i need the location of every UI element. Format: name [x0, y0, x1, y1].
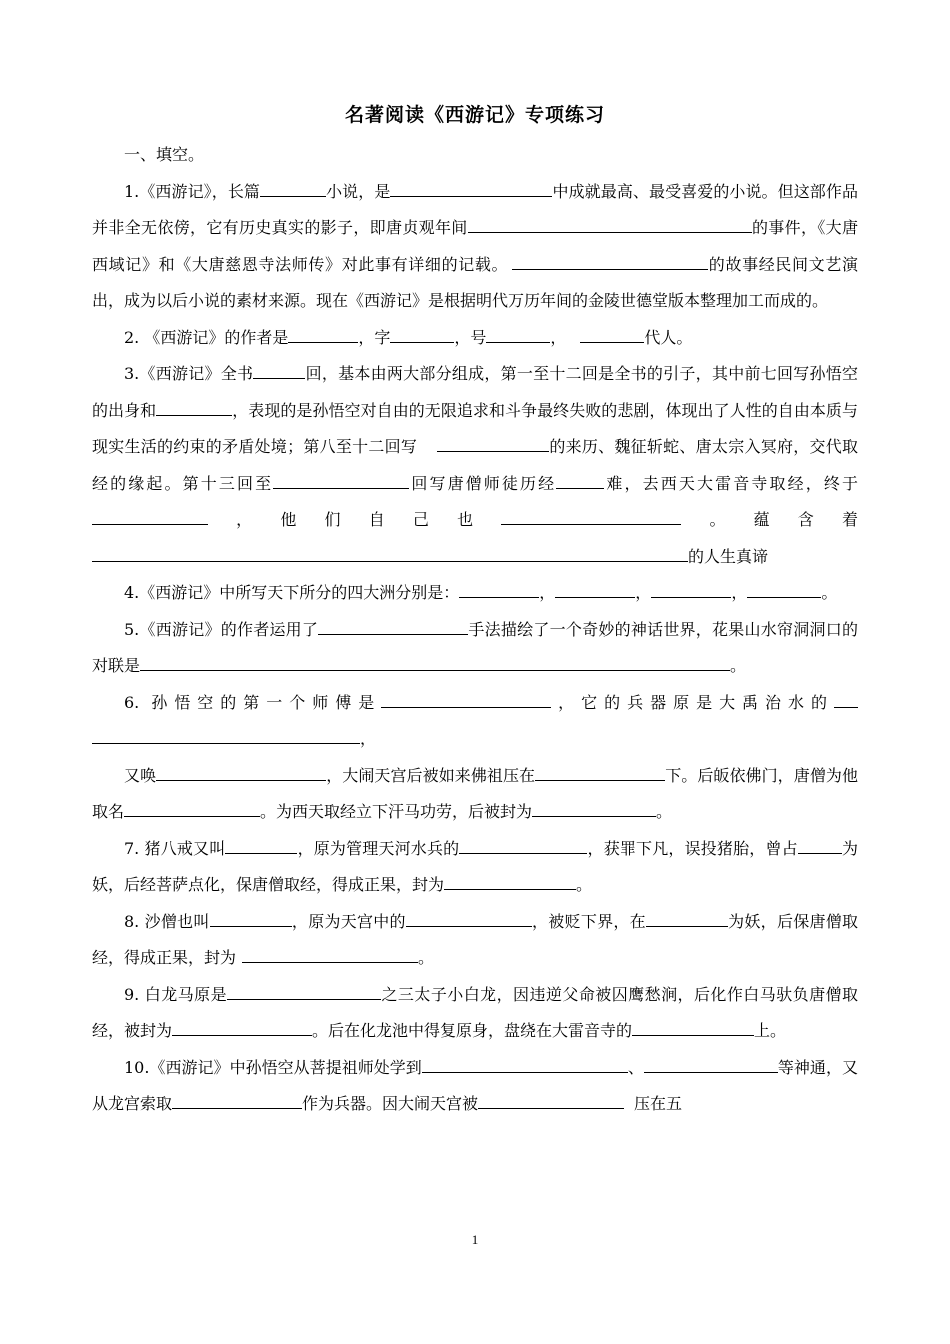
q10-text-4: 作为兵器。因大闹天宫被 — [302, 1094, 479, 1113]
q7-text-2: ，原为管理天河水兵的 — [297, 838, 460, 858]
blank[interactable] — [92, 543, 688, 562]
q3-text-5: 回写唐僧师徒历经 — [409, 473, 557, 493]
blank[interactable] — [92, 725, 360, 744]
q10-text-3: 等神通，又从龙宫索取 — [92, 1057, 858, 1113]
question-3 — [92, 356, 858, 575]
q3-text-9: 的人生真谛 — [688, 546, 769, 566]
blank[interactable] — [512, 251, 528, 270]
q1-text-5: 的故事经民间文艺演出，成为以后小说的素材来源。现在《西游记》是根据明代万历年间的金陵世德堂版本整理加工而成的。 — [92, 254, 858, 310]
q8-text-5: 。 — [418, 948, 435, 967]
document-body — [92, 137, 858, 1123]
blank[interactable] — [651, 579, 731, 598]
q1-text-2: 小说，是 — [326, 181, 391, 201]
question-7 — [92, 831, 858, 904]
q6-text-1: 6. 孙悟空的第一个师傅是 — [124, 692, 382, 712]
blank[interactable] — [156, 762, 326, 781]
blank[interactable] — [242, 944, 418, 963]
blank[interactable] — [210, 908, 292, 927]
q7-text-5: 。 — [576, 875, 593, 894]
blank[interactable] — [644, 1054, 778, 1073]
q4-text-2: ， — [539, 583, 556, 602]
blank[interactable] — [501, 506, 681, 525]
blank[interactable] — [535, 762, 665, 781]
q2-text-3: ，号 — [454, 327, 487, 347]
q9-text-2: 之三太子小白龙，因违逆父命被囚鹰愁涧，后化作白马驮负唐僧取经，被封为 — [92, 984, 858, 1040]
question-5 — [92, 612, 858, 685]
blank[interactable] — [253, 360, 305, 379]
blank[interactable] — [708, 214, 752, 233]
blank[interactable] — [660, 1017, 754, 1036]
document-title: 名著阅读《西游记》专项练习 — [344, 104, 605, 126]
q6-text-3: ， — [360, 729, 377, 748]
q6-text-7: 。为西天取经立下汗马功劳，后被封为 — [260, 802, 533, 821]
q7-text-4: 为妖，后经菩萨点化，保唐僧取经，得成正果，封为 — [92, 838, 858, 894]
q1-text-1: 1.《西游记》，长篇 — [124, 181, 260, 201]
page-number: 1 — [471, 1232, 479, 1247]
question-8 — [92, 904, 858, 977]
blank[interactable] — [92, 506, 208, 525]
q6-text-8: 。 — [656, 802, 673, 821]
blank[interactable] — [124, 798, 260, 817]
q4-text-1: 4.《西游记》中所写天下所分的四大洲分别是： — [124, 583, 460, 602]
blank[interactable] — [580, 324, 644, 343]
q6-text-6: 下。后皈依佛门，唐僧为他取名 — [92, 765, 858, 821]
blank[interactable] — [646, 908, 728, 927]
blank[interactable] — [459, 579, 539, 598]
q5-text-1: 5.《西游记》的作者运用了 — [124, 619, 319, 639]
blank[interactable] — [390, 324, 454, 343]
q8-text-1: 8. 沙僧也叫 — [124, 911, 210, 931]
q5-text-2: 手法描绘了一个奇妙的神话世界，花果山水帘洞洞口的对联是 — [92, 619, 858, 675]
q3-text-4: 的来历、魏征斩蛇、唐太宗入冥府，交代取经的缘起。第十三回至 — [92, 437, 858, 493]
q8-text-2: ，原为天宫中的 — [291, 911, 406, 931]
q10-text-1: 10.《西游记》中孙悟空从菩提祖师处学到 — [124, 1057, 422, 1077]
q3-text-2: 回，基本由两大部分组成，第一至十二回是全书的引子，其中前七回写孙悟空的出身和 — [92, 364, 858, 420]
blank[interactable] — [798, 835, 842, 854]
blank[interactable] — [260, 178, 326, 197]
question-6-cont — [92, 758, 858, 831]
blank[interactable] — [807, 579, 821, 598]
q3-text-7: ，他们自己也 — [208, 510, 502, 529]
q10-text-2: 、 — [627, 1057, 644, 1077]
q1-text-3: 中成就最高、最受喜爱的小说。但这部作品并非全无依傍，它有历史真实的影子，即唐贞观年间 — [92, 181, 858, 237]
blank[interactable] — [528, 251, 708, 270]
blank[interactable] — [478, 1090, 624, 1109]
q7-text-1: 7. 猪八戒又叫 — [124, 838, 226, 858]
q4-text-5: 。 — [821, 583, 838, 602]
q8-text-4: 为妖，后保唐僧取经，得成正果，封为 — [92, 911, 858, 967]
blank[interactable] — [834, 689, 858, 708]
section-heading-text: 一、填空。 — [124, 145, 205, 164]
section-heading — [92, 137, 858, 174]
q9-text-4: 上。 — [754, 1021, 787, 1040]
blank[interactable] — [555, 579, 635, 598]
q5-text-3: 。 — [730, 656, 747, 675]
blank[interactable] — [390, 178, 552, 197]
blank[interactable] — [437, 433, 549, 452]
blank[interactable] — [156, 397, 232, 416]
blank[interactable] — [140, 652, 730, 671]
q2-text-4: ， — [550, 327, 567, 347]
blank[interactable] — [406, 908, 532, 927]
blank[interactable] — [172, 1017, 312, 1036]
q9-text-1: 9. 白龙马原是 — [124, 984, 228, 1004]
blank[interactable] — [381, 689, 551, 708]
blank[interactable] — [422, 1054, 628, 1073]
question-10 — [92, 1050, 858, 1123]
blank[interactable] — [532, 798, 656, 817]
q3-text-1: 3.《西游记》全书 — [124, 364, 254, 383]
blank[interactable] — [747, 579, 807, 598]
q3-text-3: ，表现的是孙悟空对自由的无限追求和斗争最终失败的悲剧，体现出了人性的自由本质与现实生活的约束的矛盾处境；第八至十二回写 — [92, 400, 858, 456]
q6-text-4: 又唤 — [124, 765, 157, 785]
blank[interactable] — [486, 324, 550, 343]
q3-text-8: 。蕴含着 — [681, 510, 858, 529]
q2-text-5: 代人。 — [644, 327, 693, 347]
blank[interactable] — [444, 871, 576, 890]
q2-text-2: ，字 — [358, 327, 391, 347]
q4-text-3: ， — [635, 583, 652, 602]
blank[interactable] — [172, 1090, 302, 1109]
question-4 — [92, 575, 858, 612]
blank[interactable] — [273, 470, 409, 489]
q8-text-3: ，被贬下界，在 — [531, 911, 646, 931]
blank[interactable] — [632, 1017, 660, 1036]
q6-text-5: ，大闹天宫后被如来佛祖压在 — [326, 765, 536, 785]
question-6 — [92, 685, 858, 758]
q3-text-6: 难，去西天大雷音寺取经，终于 — [604, 473, 858, 493]
question-2 — [92, 320, 858, 357]
q9-text-3: 。后在化龙池中得复原身，盘绕在大雷音寺的 — [312, 1021, 633, 1040]
q1-text-4: 的事件，《大唐西域记》和《大唐慈恩寺法师传》对此事有详细的记载。 — [92, 218, 858, 274]
question-9 — [92, 977, 858, 1050]
blank[interactable] — [468, 214, 708, 233]
q6-text-2: ，它的兵器原是大禹治水的 — [551, 692, 834, 712]
blank[interactable] — [556, 470, 604, 489]
q4-text-4: ， — [731, 583, 748, 602]
blank[interactable] — [318, 616, 468, 635]
blank[interactable] — [225, 835, 297, 854]
blank[interactable] — [227, 981, 381, 1000]
q10-text-5: 压在五 — [634, 1094, 683, 1113]
q2-text-1: 2. 《西游记》的作者是 — [124, 327, 289, 347]
question-1 — [92, 174, 858, 320]
q7-text-3: ，获罪下凡，误投猪胎，曾占 — [587, 838, 798, 858]
blank[interactable] — [288, 324, 358, 343]
blank[interactable] — [459, 835, 587, 854]
